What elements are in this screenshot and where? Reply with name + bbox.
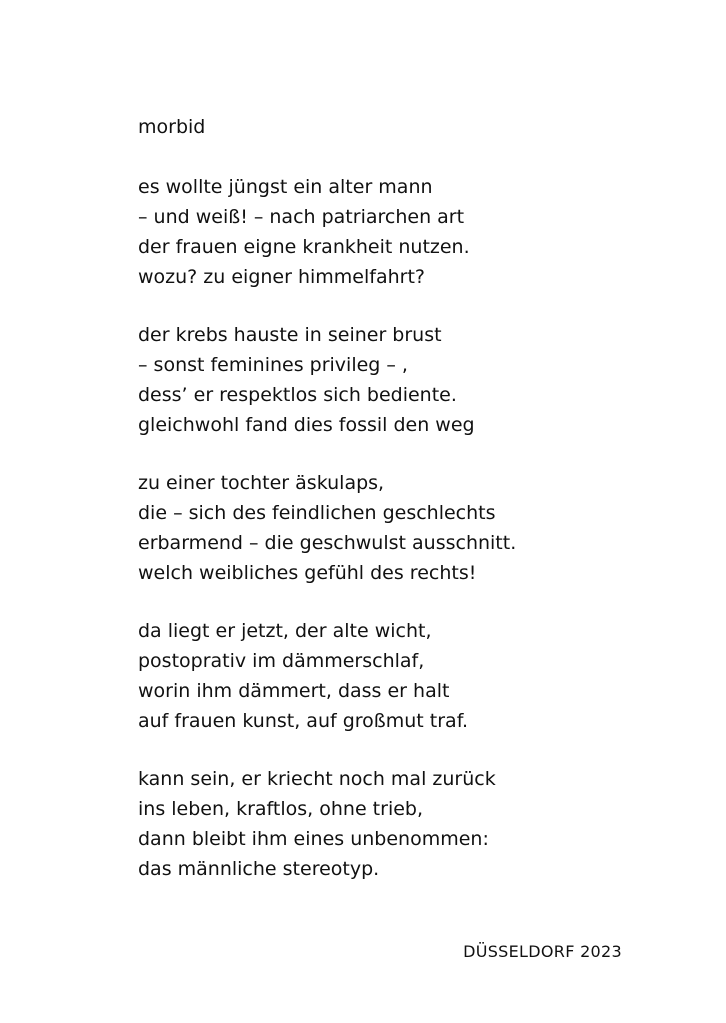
poem-line: der krebs hauste in seiner brust (138, 324, 442, 346)
poem-line: postoprativ im dämmerschlaf, (138, 650, 425, 672)
poem-line: es wollte jüngst ein alter mann (138, 176, 433, 198)
poem-line: welch weibliches gefühl des rechts! (138, 562, 477, 584)
poem-line: gleichwohl fand dies fossil den weg (138, 414, 475, 436)
place-date-footer: DÜSSELDORF 2023 (463, 942, 622, 961)
stanza-2 (138, 320, 658, 440)
stanza-4 (138, 616, 658, 736)
poem-line: – und weiß! – nach patriarchen art (138, 206, 465, 228)
stanza-3 (138, 468, 658, 588)
poem-line: dess’ er respektlos sich bediente. (138, 384, 457, 406)
poem-line: auf frauen kunst, auf großmut traf. (138, 710, 469, 732)
poem (138, 112, 658, 912)
poem-line: ins leben, kraftlos, ohne trieb, (138, 798, 424, 820)
poem-line: der frauen eigne krankheit nutzen. (138, 236, 470, 258)
poem-line: die – sich des feindlichen geschlechts (138, 502, 496, 524)
poem-line: – sonst feminines privileg – , (138, 354, 408, 376)
stanza-5 (138, 764, 658, 884)
poem-line: erbarmend – die geschwulst ausschnitt. (138, 532, 517, 554)
poem-title: morbid (138, 116, 206, 138)
poem-line: kann sein, er kriecht noch mal zurück (138, 768, 496, 790)
poem-line: dann bleibt ihm eines unbenommen: (138, 828, 489, 850)
poem-line: worin ihm dämmert, dass er halt (138, 680, 450, 702)
poem-line: wozu? zu eigner himmelfahrt? (138, 266, 425, 288)
poem-line: zu einer tochter äskulaps, (138, 472, 385, 494)
poem-line: da liegt er jetzt, der alte wicht, (138, 620, 432, 642)
stanza-1 (138, 172, 658, 292)
poem-line: das männliche stereotyp. (138, 858, 380, 880)
